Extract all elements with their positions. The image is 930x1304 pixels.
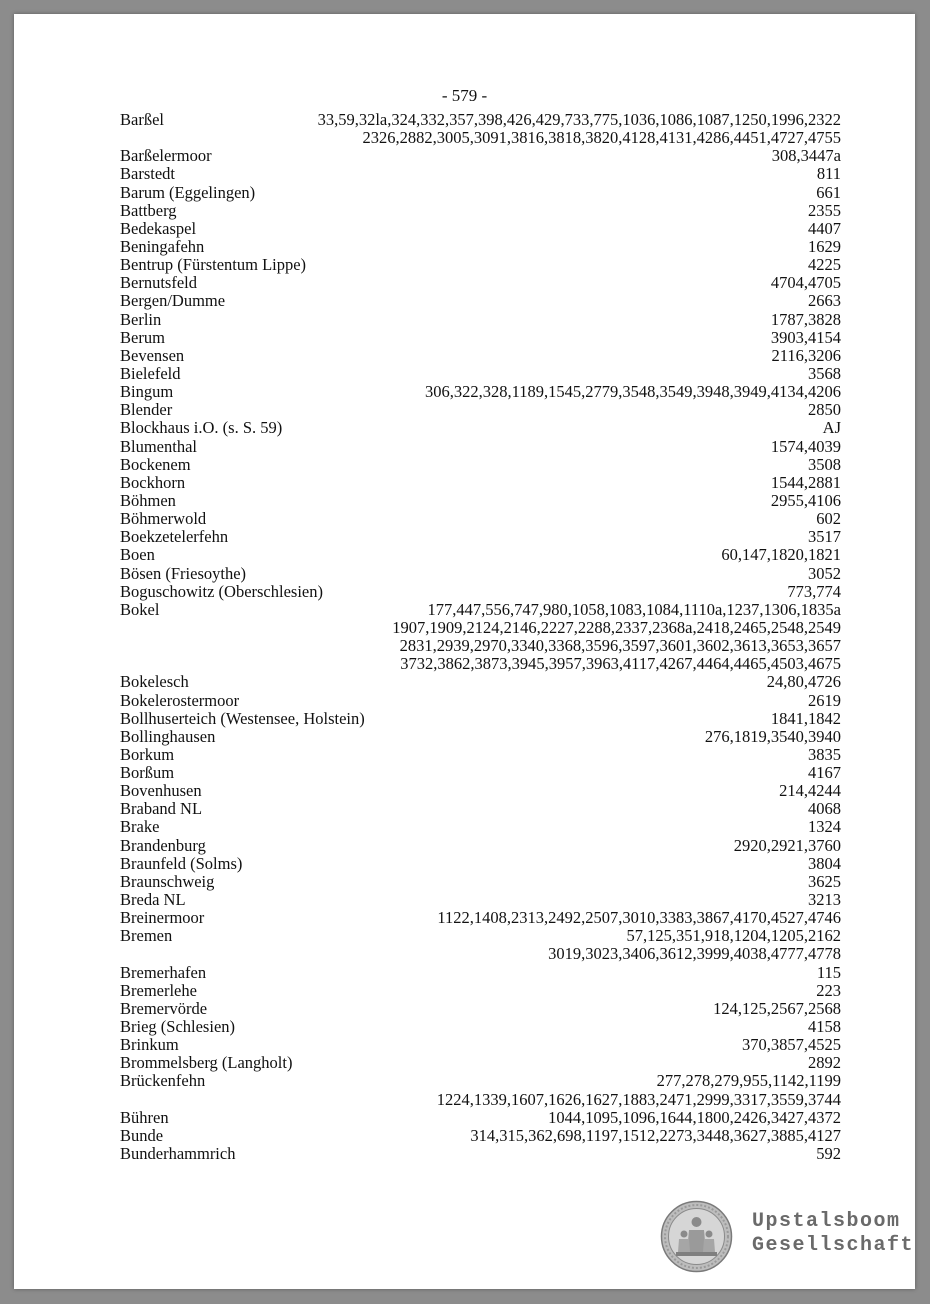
reference-numbers: 3625	[808, 871, 841, 891]
index-entry	[120, 583, 841, 601]
place-name: Bevensen	[120, 345, 185, 365]
place-name: Bösen (Friesoythe)	[120, 563, 247, 583]
place-name: Barstedt	[120, 164, 175, 184]
society-name	[752, 1210, 914, 1258]
index-entry	[120, 292, 841, 310]
index-entry	[120, 982, 841, 1000]
index-entry	[120, 1127, 841, 1145]
place-name: Bovenhusen	[120, 781, 202, 801]
index-entry	[120, 873, 841, 891]
reference-numbers: 1574,4039	[770, 436, 841, 456]
reference-numbers: 3052	[808, 563, 841, 583]
reference-numbers: 370,3857,4525	[742, 1035, 841, 1055]
place-name: Berlin	[120, 309, 162, 329]
index-entry	[120, 492, 841, 510]
index-entry	[120, 800, 841, 818]
place-name: Brommelsberg (Langholt)	[120, 1053, 293, 1073]
index-entry-continuation	[120, 619, 841, 637]
place-name: Bremen	[120, 926, 173, 946]
index-entry	[120, 474, 841, 492]
reference-numbers: 2892	[808, 1053, 841, 1073]
reference-numbers: 33,59,32la,324,332,357,398,426,429,733,775,1036,1086,1087,1250,1996,2322	[317, 110, 841, 129]
place-name: Blender	[120, 400, 173, 420]
index-entry	[120, 256, 841, 274]
reference-numbers: 2619	[808, 690, 841, 710]
reference-numbers: 115	[816, 962, 841, 982]
reference-numbers: 2355	[808, 200, 841, 220]
reference-numbers: 306,322,328,1189,1545,2779,3548,3549,3948,3949,4134,4206	[424, 382, 841, 402]
place-name: Braunfeld (Solms)	[120, 853, 243, 873]
place-name: Brinkum	[120, 1035, 179, 1055]
place-name: Blumenthal	[120, 436, 197, 456]
index-entry	[120, 1000, 841, 1018]
reference-numbers: 4225	[808, 255, 841, 275]
reference-numbers: 276,1819,3540,3940	[704, 726, 841, 746]
index-entry	[120, 565, 841, 583]
reference-numbers: 1122,1408,2313,2492,2507,3010,3383,3867,4170,4527,4746	[437, 908, 841, 928]
document-page	[14, 14, 915, 1289]
place-name: Battberg	[120, 200, 177, 220]
place-name: Brake	[120, 817, 160, 837]
reference-numbers: 1907,1909,2124,2146,2227,2288,2337,2368a,2418,2465,2548,2549	[392, 617, 841, 637]
place-name: Barßelermoor	[120, 146, 212, 166]
index-entry	[120, 837, 841, 855]
reference-numbers: 602	[816, 509, 841, 529]
place-name: Bremerhafen	[120, 962, 207, 982]
place-name: Bunde	[120, 1125, 164, 1145]
reference-numbers: 3517	[808, 527, 841, 547]
reference-numbers: 3804	[808, 853, 841, 873]
index-entry	[120, 111, 841, 129]
index-entry	[120, 692, 841, 710]
reference-numbers: 661	[816, 182, 841, 202]
reference-numbers: 3732,3862,3873,3945,3957,3963,4117,4267,4464,4465,4503,4675	[400, 654, 841, 674]
place-name: Bremerlehe	[120, 980, 197, 1000]
place-name: Brandenburg	[120, 835, 206, 855]
reference-numbers: 4704,4705	[770, 273, 841, 293]
index-entry	[120, 1036, 841, 1054]
index-entry	[120, 510, 841, 528]
place-name: Bollhuserteich (Westensee, Holstein)	[120, 708, 365, 728]
index-entry	[120, 365, 841, 383]
index-entry	[120, 311, 841, 329]
reference-numbers: 4158	[808, 1017, 841, 1037]
reference-numbers: 2920,2921,3760	[733, 835, 841, 855]
reference-numbers: 773,774	[787, 581, 841, 601]
place-name: Bentrup (Fürstentum Lippe)	[120, 255, 307, 275]
place-name: Berum	[120, 327, 165, 347]
reference-numbers: 1324	[808, 817, 841, 837]
reference-numbers: 57,125,351,918,1204,1205,2162	[626, 926, 841, 946]
index-entry	[120, 927, 841, 945]
reference-numbers: 1787,3828	[770, 309, 841, 329]
place-name: Bernutsfeld	[120, 273, 197, 293]
page-number: - 579 -	[441, 86, 488, 105]
index-entry	[120, 728, 841, 746]
place-name: Bunderhammrich	[120, 1144, 236, 1164]
reference-numbers: 2663	[808, 291, 841, 311]
place-name: Bedekaspel	[120, 218, 197, 238]
place-name: Boguschowitz (Oberschlesien)	[120, 581, 323, 601]
index-entry	[120, 1018, 841, 1036]
reference-numbers: 3568	[808, 363, 841, 383]
place-name: Breinermoor	[120, 908, 205, 928]
index-entry	[120, 782, 841, 800]
index-entry	[120, 147, 841, 165]
place-name: Borkum	[120, 744, 175, 764]
reference-numbers: AJ	[822, 418, 841, 438]
reference-numbers: 1544,2881	[770, 472, 841, 492]
place-name: Borßum	[120, 763, 175, 783]
place-name: Boekzetelerfehn	[120, 527, 229, 547]
reference-numbers: 4407	[808, 218, 841, 238]
index-entry	[120, 1145, 841, 1163]
index-entry	[120, 818, 841, 836]
index-entry	[120, 347, 841, 365]
place-name: Bokelesch	[120, 672, 189, 692]
place-index-list	[120, 111, 841, 1163]
reference-numbers: 2831,2939,2970,3340,3368,3596,3597,3601,3602,3613,3653,3657	[399, 636, 841, 656]
place-name: Barum (Eggelingen)	[120, 182, 256, 202]
society-seal-icon	[660, 1200, 733, 1273]
reference-numbers: 592	[816, 1144, 841, 1164]
index-entry	[120, 855, 841, 873]
index-entry	[120, 1109, 841, 1127]
index-entry-continuation	[120, 1091, 841, 1109]
place-name: Bielefeld	[120, 363, 181, 383]
index-entry	[120, 184, 841, 202]
reference-numbers: 214,4244	[779, 781, 841, 801]
index-entry	[120, 1054, 841, 1072]
index-entry	[120, 274, 841, 292]
index-entry	[120, 764, 841, 782]
place-name: Bokel	[120, 599, 160, 619]
index-entry	[120, 220, 841, 238]
place-name: Brückenfehn	[120, 1071, 206, 1091]
index-entry	[120, 601, 841, 619]
index-entry	[120, 746, 841, 764]
reference-numbers: 314,315,362,698,1197,1512,2273,3448,3627,3885,4127	[470, 1125, 841, 1145]
reference-numbers: 2326,2882,3005,3091,3816,3818,3820,4128,4131,4286,4451,4727,4755	[362, 128, 841, 148]
place-name: Blockhaus i.O. (s. S. 59)	[120, 418, 283, 438]
index-entry	[120, 528, 841, 546]
place-name: Bremervörde	[120, 998, 208, 1018]
place-name: Bingum	[120, 382, 174, 402]
place-name: Braband NL	[120, 799, 203, 819]
index-entry	[120, 329, 841, 347]
index-entry	[120, 383, 841, 401]
reference-numbers: 60,147,1820,1821	[721, 545, 841, 565]
place-name: Bockhorn	[120, 472, 186, 492]
index-entry	[120, 909, 841, 927]
footer-logo	[660, 1200, 915, 1276]
index-entry	[120, 891, 841, 909]
index-entry	[120, 419, 841, 437]
index-entry	[120, 964, 841, 982]
reference-numbers: 1841,1842	[770, 708, 841, 728]
reference-numbers: 2116,3206	[771, 345, 841, 365]
index-entry-continuation	[120, 655, 841, 673]
reference-numbers: 1044,1095,1096,1644,1800,2426,3427,4372	[548, 1107, 841, 1127]
reference-numbers: 2850	[808, 400, 841, 420]
reference-numbers: 2955,4106	[770, 490, 841, 510]
reference-numbers: 124,125,2567,2568	[713, 998, 841, 1018]
place-name: Böhmerwold	[120, 509, 207, 529]
reference-numbers: 177,447,556,747,980,1058,1083,1084,1110a,1237,1306,1835a	[427, 599, 841, 619]
reference-numbers: 24,80,4726	[766, 672, 841, 692]
index-entry	[120, 202, 841, 220]
place-name: Böhmen	[120, 490, 176, 510]
society-name-line2: Gesellschaft	[752, 1234, 915, 1257]
index-entry	[120, 673, 841, 691]
place-name: Barßel	[120, 110, 164, 129]
place-name: Bollinghausen	[120, 726, 216, 746]
index-entry-continuation	[120, 637, 841, 655]
reference-numbers: 308,3447a	[771, 146, 841, 166]
place-name: Bokelerostermoor	[120, 690, 240, 710]
place-name: Breda NL	[120, 890, 186, 910]
index-entry	[120, 710, 841, 728]
reference-numbers: 1629	[808, 236, 841, 256]
reference-numbers: 3903,4154	[770, 327, 841, 347]
index-entry	[120, 438, 841, 456]
place-name: Bergen/Dumme	[120, 291, 226, 311]
place-name: Bühren	[120, 1107, 169, 1127]
index-entry	[120, 238, 841, 256]
place-name: Beningafehn	[120, 236, 205, 256]
index-entry	[120, 165, 841, 183]
place-name: Braunschweig	[120, 871, 215, 891]
place-name: Boen	[120, 545, 155, 565]
reference-numbers: 3835	[808, 744, 841, 764]
reference-numbers: 3213	[808, 890, 841, 910]
reference-numbers: 3019,3023,3406,3612,3999,4038,4777,4778	[548, 944, 841, 964]
index-entry	[120, 1072, 841, 1090]
reference-numbers: 277,278,279,955,1142,1199	[656, 1071, 841, 1091]
index-entry-continuation	[120, 945, 841, 963]
place-name: Brieg (Schlesien)	[120, 1017, 236, 1037]
index-entry	[120, 456, 841, 474]
reference-numbers: 811	[816, 164, 841, 184]
society-name-line1: Upstalsboom	[752, 1210, 901, 1233]
reference-numbers: 3508	[808, 454, 841, 474]
index-entry-continuation	[120, 129, 841, 147]
index-entry	[120, 546, 841, 564]
reference-numbers: 1224,1339,1607,1626,1627,1883,2471,2999,3317,3559,3744	[436, 1089, 841, 1109]
reference-numbers: 4167	[808, 763, 841, 783]
reference-numbers: 223	[816, 980, 841, 1000]
reference-numbers: 4068	[808, 799, 841, 819]
index-entry	[120, 401, 841, 419]
place-name: Bockenem	[120, 454, 191, 474]
